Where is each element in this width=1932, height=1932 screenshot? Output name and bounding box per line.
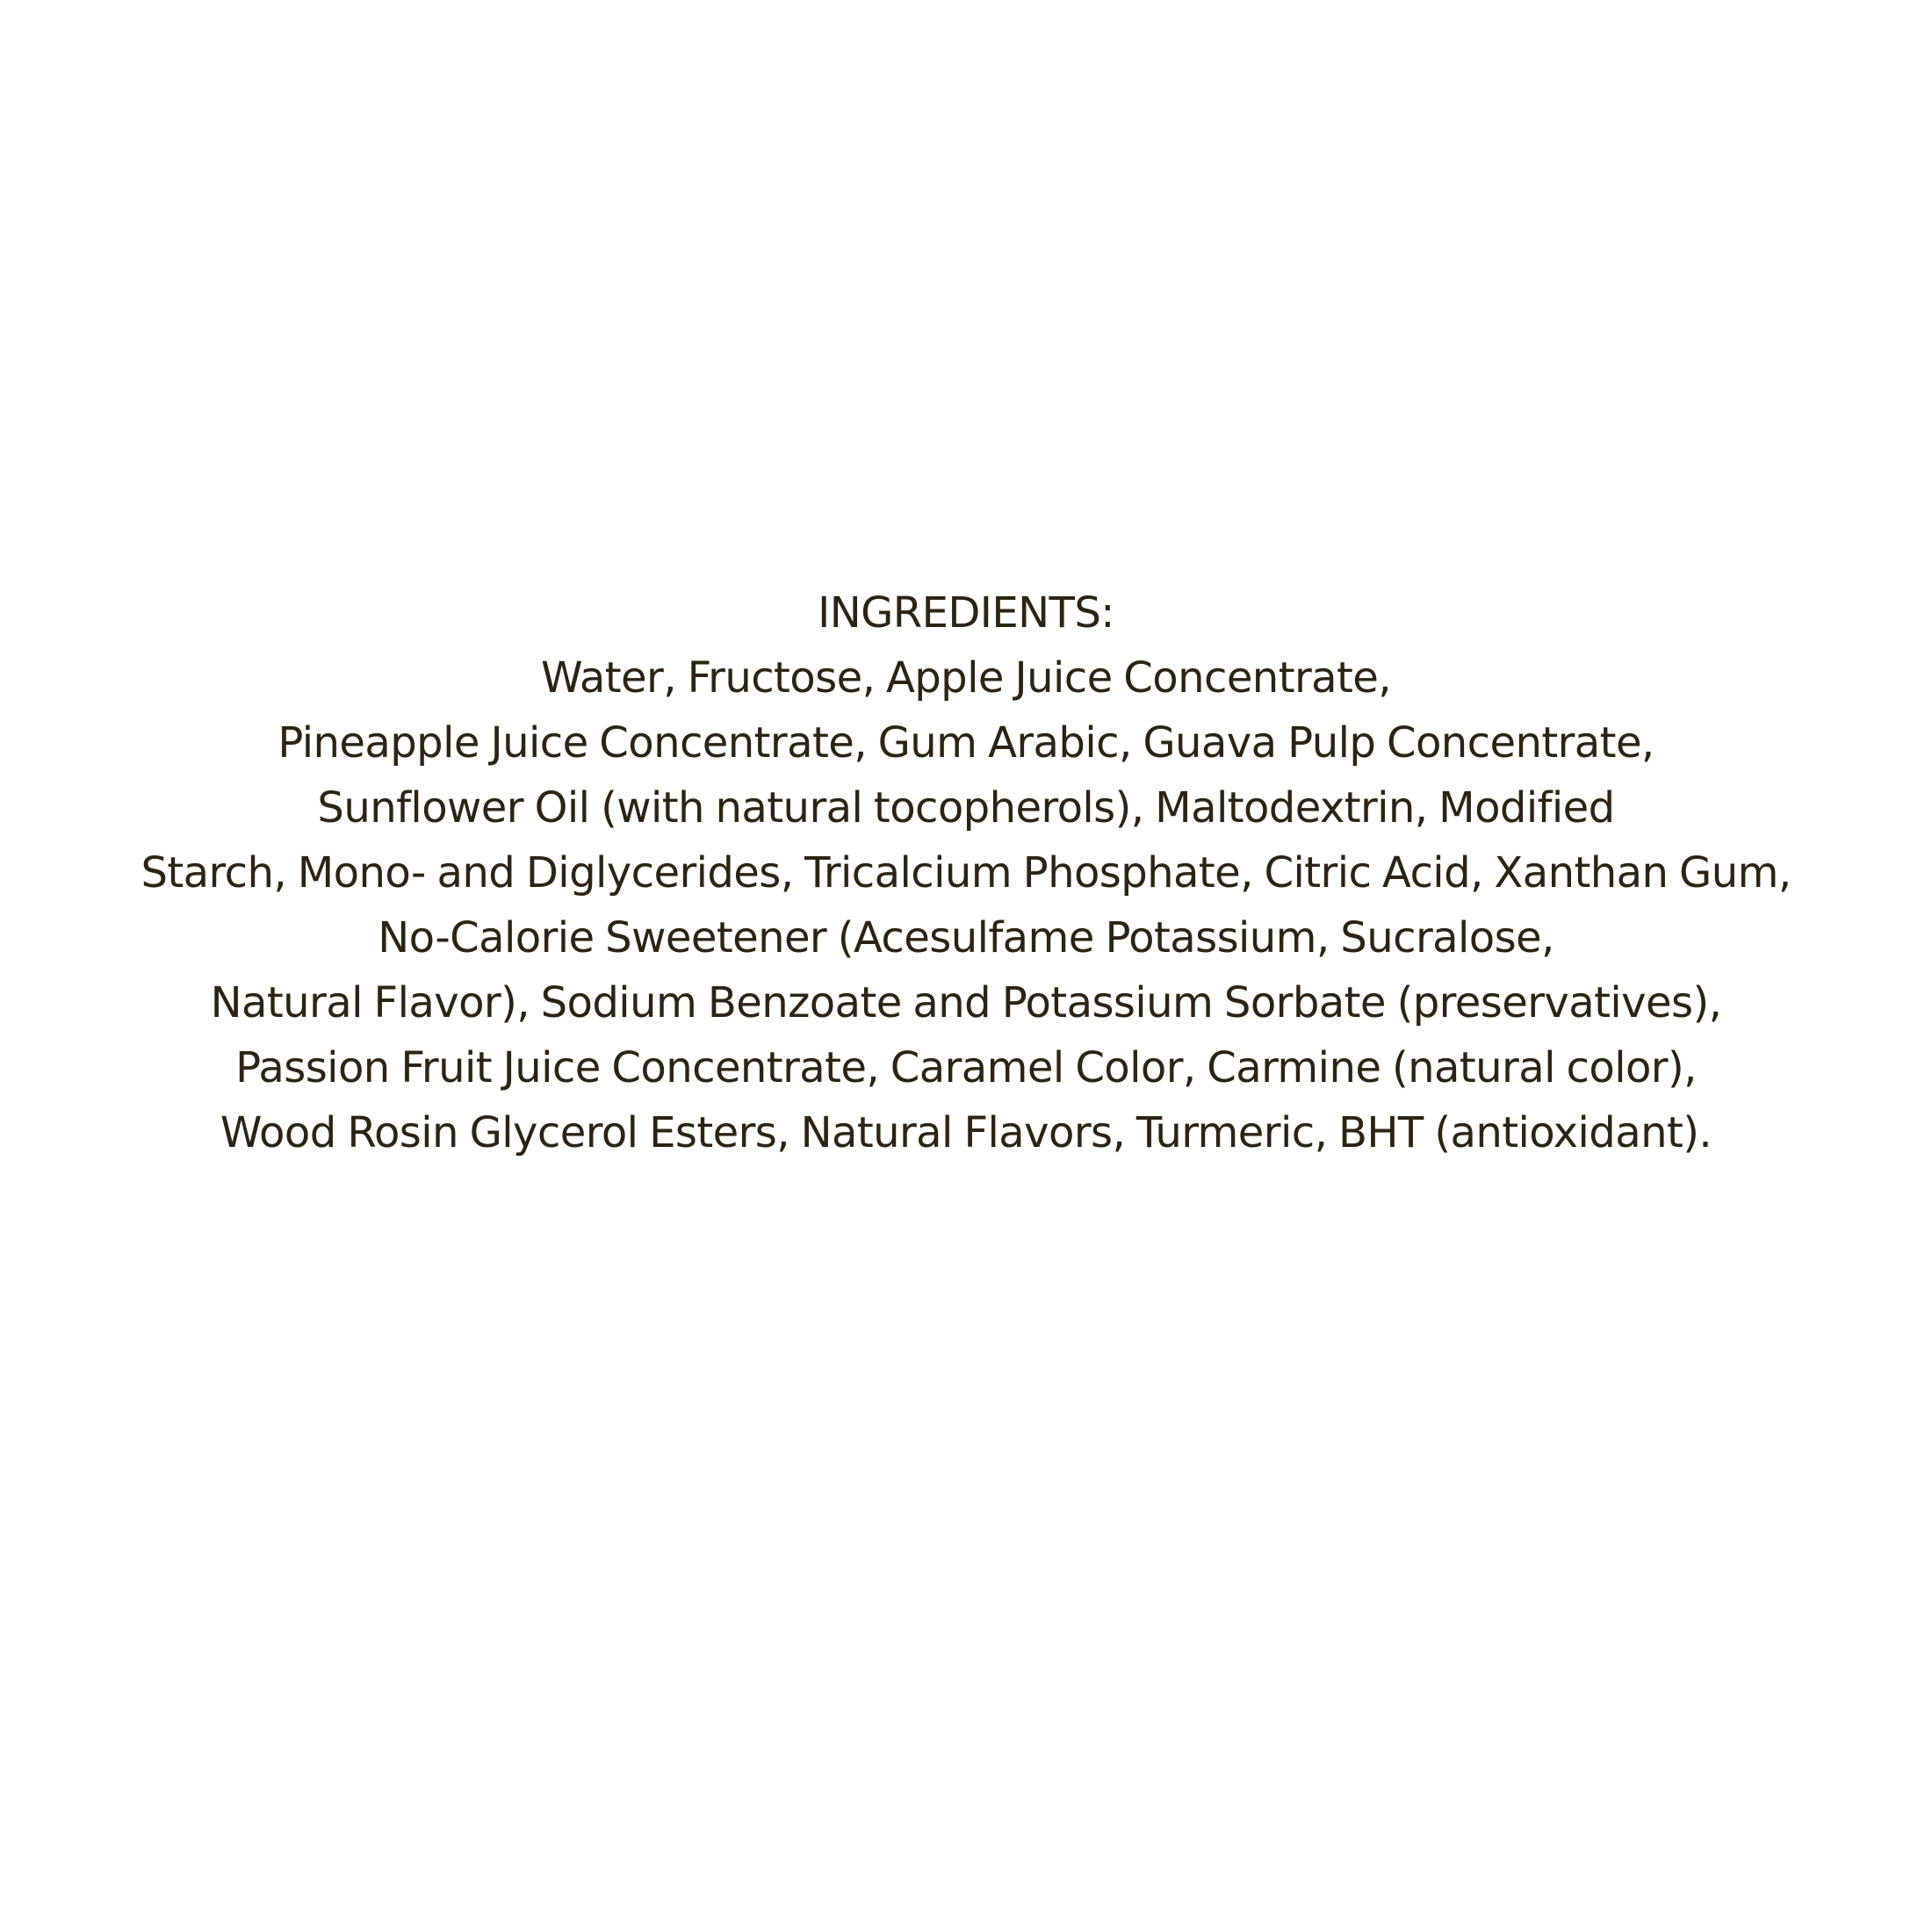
ingredients-line-6: Natural Flavor), Sodium Benzoate and Potassium Sorbate (preservatives), [210, 978, 1722, 1027]
ingredients-line-7: Passion Fruit Juice Concentrate, Caramel Color, Carmine (natural color), [235, 1043, 1697, 1092]
ingredients-line-8: Wood Rosin Glycerol Esters, Natural Flavors, Turmeric, BHT (antioxidant). [220, 1108, 1712, 1157]
ingredients-line-3: Sunflower Oil (with natural tocopherols), Maltodextrin, Modified [317, 783, 1615, 833]
ingredients-line-4: Starch, Mono- and Diglycerides, Tricalcium Phosphate, Citric Acid, Xanthan Gum, [141, 848, 1791, 898]
ingredients-line-1: Water, Fructose, Apple Juice Concentrate, [541, 653, 1391, 703]
ingredients-line-5: No-Calorie Sweetener (Acesulfame Potassium, Sucralose, [378, 913, 1554, 962]
ingredients-heading: INGREDIENTS: [818, 588, 1114, 638]
ingredients-line-2: Pineapple Juice Concentrate, Gum Arabic, Guava Pulp Concentrate, [278, 718, 1654, 768]
ingredients-panel [0, 580, 1932, 1165]
